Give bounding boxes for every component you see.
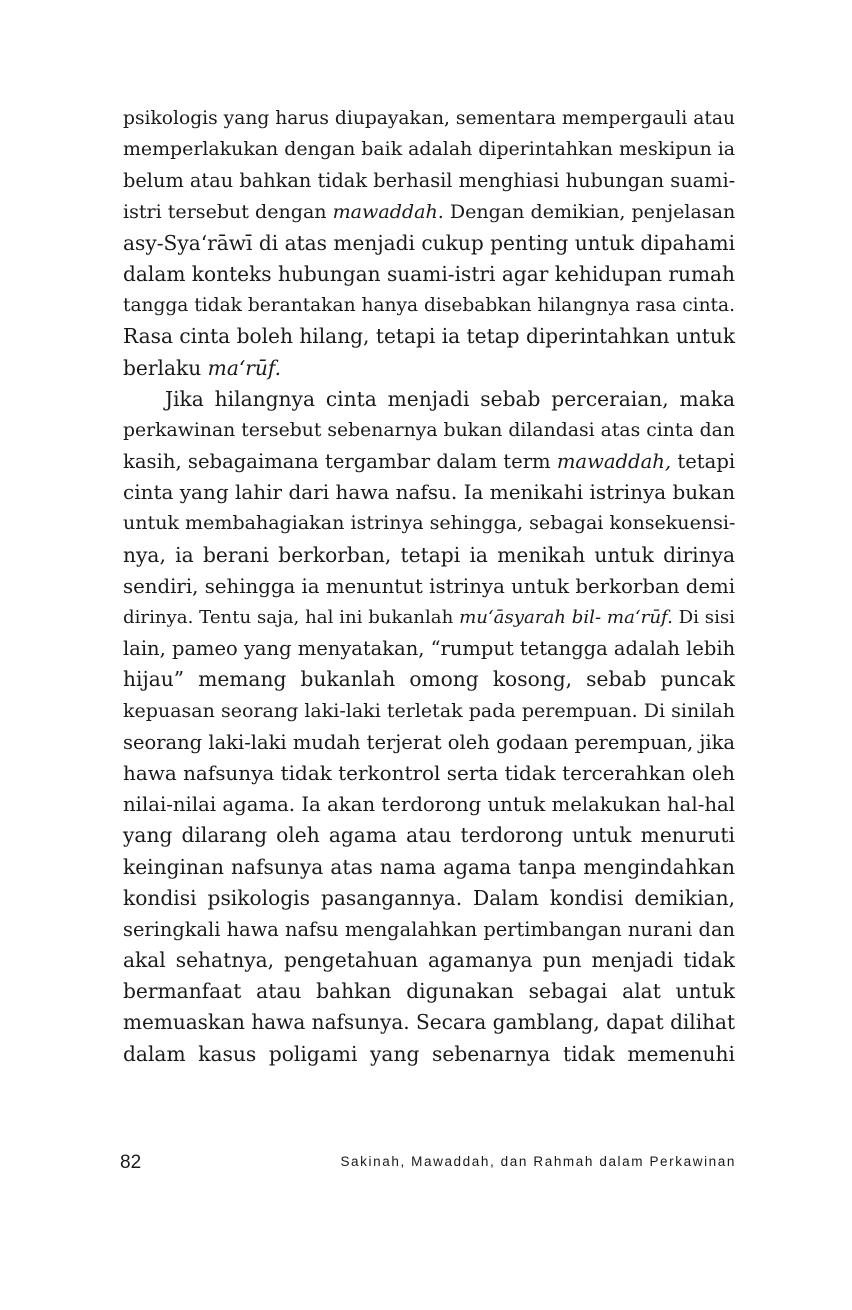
text-line: Jika hilangnya cinta menjadi sebab perceraian, maka [165, 386, 735, 411]
text-line: kondisi psikologis pasangannya. Dalam kondisi demikian, [123, 885, 735, 910]
italic-term: mu‘āsyarah bil- ma‘rūf. [459, 607, 673, 628]
text-line: asy-Sya‘rāwī di atas menjadi cukup penting untuk dipahami [123, 230, 736, 255]
text-line: akal sehatnya, pengetahuan agamanya pun menjadi tidak [123, 948, 735, 973]
text-run: tetapi [671, 450, 736, 474]
text-line: memperlakukan dengan baik adalah diperintahkan meskipun ia [123, 138, 736, 161]
text-line: seorang laki-laki mudah terjerat oleh godaan perempuan, jika [123, 730, 736, 754]
text-line: sendiri, sehingga ia menuntut istrinya untuk berkorban demi [123, 574, 735, 598]
text-run: Dengan demikian, penjelasan [443, 200, 736, 223]
text-run: berlaku [123, 355, 208, 380]
text-line: bermanfaat atau bahkan digunakan sebagai alat untuk [123, 979, 735, 1004]
text-line: psikologis yang harus diupayakan, sementara mempergauli atau [123, 108, 735, 129]
text-line: belum atau bahkan tidak berhasil menghiasi hubungan suami- [123, 169, 736, 193]
text-line: nilai-nilai agama. Ia akan terdorong untuk melakukan hal-hal [123, 793, 735, 817]
text-line: nya, ia berani berkorban, tetapi ia menikah untuk dirinya [123, 542, 735, 567]
running-title: Sakinah, Mawaddah, dan Rahmah dalam Perkawinan [340, 1154, 736, 1169]
paragraph-1 [123, 103, 735, 384]
italic-term: ma‘rūf. [207, 355, 282, 380]
text-line: dalam konteks hubungan suami-istri agar kehidupan rumah [123, 261, 735, 286]
text-line: hijau” memang bukanlah omong kosong, sebab puncak [123, 667, 735, 692]
text-line: Rasa cinta boleh hilang, tetapi ia tetap diperintahkan untuk [123, 324, 736, 349]
italic-term: mawaddah. [332, 200, 444, 223]
paragraph-2 [123, 384, 735, 1070]
text-line: seringkali hawa nafsu mengalahkan pertimbangan nurani dan [123, 917, 735, 941]
text-run: istri tersebut dengan [123, 200, 333, 223]
text-line [123, 197, 735, 228]
text-run: dirinya. Tentu saja, hal ini bukanlah [123, 607, 460, 628]
text-line: yang dilarang oleh agama atau terdorong untuk menuruti [123, 823, 735, 848]
body-text [123, 103, 735, 1070]
text-line: dalam kasus poligami yang sebenarnya tidak memenuhi [123, 1041, 735, 1066]
text-run: Di sisi [672, 607, 735, 628]
text-line: hawa nafsunya tidak terkontrol serta tidak tercerahkan oleh [123, 760, 735, 785]
text-line: cinta yang lahir dari hawa nafsu. Ia menikahi istrinya bukan [123, 480, 736, 505]
page-number: 82 [120, 1152, 142, 1173]
text-line: untuk membahagiakan istrinya sehingga, sebagai konsekuensi- [123, 512, 736, 535]
text-line: kepuasan seorang laki-laki terletak pada perempuan. Di sinilah [123, 699, 735, 722]
text-line: keinginan nafsunya atas nama agama tanpa mengindahkan [123, 854, 735, 879]
italic-term: mawaddah, [556, 450, 672, 474]
text-line [123, 353, 735, 384]
text-run: kasih, sebagaimana tergambar dalam term [123, 450, 557, 474]
text-line: memuaskan hawa nafsunya. Secara gamblang, dapat dilihat [123, 1010, 735, 1035]
text-line: tangga tidak berantakan hanya disebabkan hilangnya rasa cinta. [123, 295, 735, 317]
text-line: perkawinan tersebut sebenarnya bukan dilandasi atas cinta dan [123, 419, 735, 441]
text-line: lain, pameo yang menyatakan, “rumput tetangga adalah lebih [123, 637, 736, 661]
text-line [123, 446, 735, 477]
text-line [123, 602, 735, 633]
